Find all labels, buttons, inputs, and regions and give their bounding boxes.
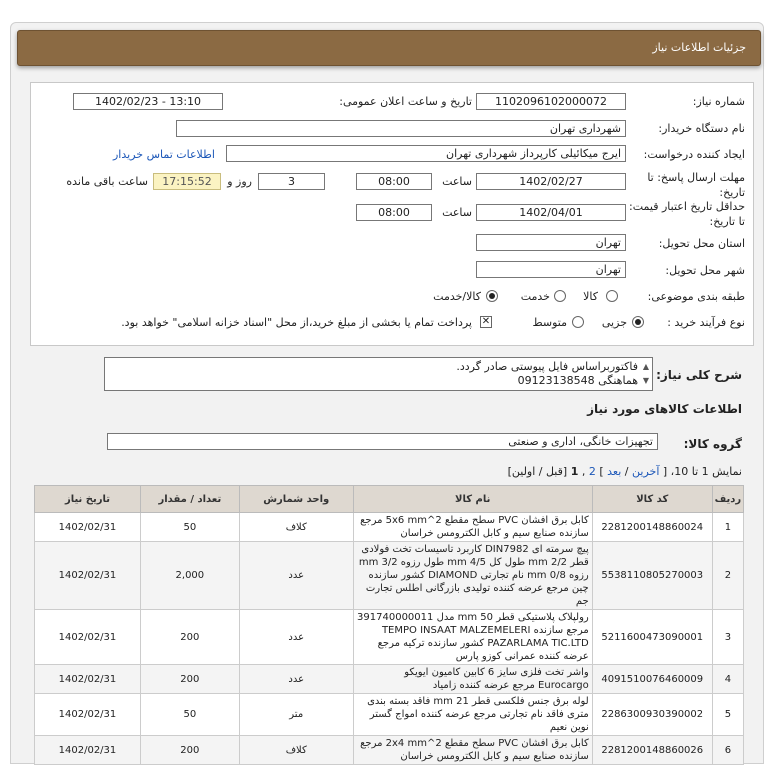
cell-name: کابل برق افشان PVC سطح مقطع 2^2x4 mm مرجع سازنده صنایع سیم و کابل الکترومس خراسان bbox=[353, 736, 592, 765]
cell-qty: 200 bbox=[140, 610, 239, 665]
cell-unit: عدد bbox=[239, 665, 353, 694]
title-bar bbox=[17, 30, 761, 66]
cell-name: واشر تخت فلزی سایز 6 کابین کامیون ایویکو Eurocargo مرجع عرضه کننده زامیاد bbox=[353, 665, 592, 694]
province-field[interactable]: تهران bbox=[476, 234, 626, 251]
process-label: نوع فرآیند خرید : bbox=[667, 316, 745, 329]
pager-prefix: نمایش 1 تا 10، [ bbox=[662, 465, 742, 478]
cell-idx: 1 bbox=[712, 513, 743, 542]
col-date: تاریخ نیاز bbox=[35, 486, 141, 513]
remaining-label: ساعت باقی مانده bbox=[66, 175, 148, 188]
table-row[interactable] bbox=[35, 736, 744, 765]
treasury-checkbox[interactable]: ✕ bbox=[481, 316, 491, 327]
validity-time-label: ساعت bbox=[442, 206, 472, 219]
category-option-goods-service: کالا/خدمت bbox=[433, 290, 481, 303]
table-row[interactable] bbox=[35, 610, 744, 665]
buyer-field[interactable]: شهرداری تهران bbox=[176, 120, 626, 137]
cell-code: 5211600473090001 bbox=[592, 610, 712, 665]
cell-date: 1402/02/31 bbox=[35, 513, 141, 542]
validity-date-field[interactable]: 1402/04/01 bbox=[476, 204, 626, 221]
category-radio-service[interactable] bbox=[554, 290, 566, 302]
cell-idx: 5 bbox=[712, 694, 743, 736]
remaining-time: 17:15:52 bbox=[153, 173, 221, 190]
table-header-row bbox=[35, 486, 744, 513]
province-label: استان محل تحویل: bbox=[658, 237, 745, 250]
buyer-label: نام دستگاه خریدار: bbox=[658, 122, 745, 135]
cell-name: کابل برق افشان PVC سطح مقطع 2^5x6 mm مرجع سازنده صنایع سیم و کابل الکترومس خراسان bbox=[353, 513, 592, 542]
cell-unit: کلاف bbox=[239, 736, 353, 765]
announce-label: تاریخ و ساعت اعلان عمومی: bbox=[339, 95, 472, 108]
description-line-1: فاکتوربراساس فایل پیوستی صادر گردد. bbox=[456, 360, 638, 373]
cell-qty: 2,000 bbox=[140, 542, 239, 610]
cell-idx: 4 bbox=[712, 665, 743, 694]
cell-idx: 6 bbox=[712, 736, 743, 765]
creator-field[interactable]: ایرج میکائیلی کارپرداز شهرداری تهران bbox=[226, 145, 626, 162]
cell-date: 1402/02/31 bbox=[35, 694, 141, 736]
col-row-number: ردیف bbox=[712, 486, 743, 513]
cell-code: 5538110805270003 bbox=[592, 542, 712, 610]
cell-qty: 50 bbox=[140, 513, 239, 542]
cell-name: پیچ سرمته ای DIN7982 کاربرد تاسیسات تخت فولادی قطر 2/2 mm طول کل 4/5 mm طول رزوه 3/2 mm رزوه 0/8 mm نام تجارتی DIAMOND کشور سازنده چین مرجع عرضه کننده تولیدی بازرگانی اطلس تجارت جم bbox=[353, 542, 592, 610]
cell-qty: 200 bbox=[140, 665, 239, 694]
cell-date: 1402/02/31 bbox=[35, 736, 141, 765]
goods-table bbox=[34, 485, 744, 765]
cell-date: 1402/02/31 bbox=[35, 610, 141, 665]
cell-date: 1402/02/31 bbox=[35, 665, 141, 694]
contact-buyer-link[interactable]: اطلاعات تماس خریدار bbox=[113, 148, 215, 161]
col-code: کد کالا bbox=[592, 486, 712, 513]
cell-idx: 2 bbox=[712, 542, 743, 610]
col-unit: واحد شمارش bbox=[239, 486, 353, 513]
days-field[interactable]: 3 bbox=[258, 173, 325, 190]
cell-code: 2281200148860024 bbox=[592, 513, 712, 542]
category-option-service: خدمت bbox=[520, 290, 550, 303]
category-label: طبقه بندی موضوعی: bbox=[647, 290, 745, 303]
pager: نمایش 1 تا 10، [ آخرین / بعد ] 2 , 1 [قبل / اولین] bbox=[507, 465, 742, 478]
cell-idx: 3 bbox=[712, 610, 743, 665]
table-row[interactable] bbox=[35, 542, 744, 610]
cell-date: 1402/02/31 bbox=[35, 542, 141, 610]
process-radio-minor[interactable] bbox=[632, 316, 644, 328]
pager-page-2[interactable]: 2 bbox=[588, 465, 596, 478]
cell-unit: عدد bbox=[239, 610, 353, 665]
pager-next-link[interactable]: بعد bbox=[607, 465, 622, 478]
page-title: جزئیات اطلاعات نیاز bbox=[652, 41, 746, 54]
category-option-goods: کالا bbox=[583, 290, 598, 303]
deadline-label: مهلت ارسال پاسخ: تا تاریخ: bbox=[647, 171, 745, 199]
need-number-label: شماره نیاز: bbox=[692, 95, 745, 108]
cell-name: رولپلاک پلاستیکی قطر 50 mm مدل 391740000011 مرجع سازنده TEMPO INSAAT MALZEMELERI PAZARLAMA TIC.LTD کشور سازنده ترکیه مرجع عرضه کننده عمرانی کوزو پارس bbox=[353, 610, 592, 665]
payment-note: پرداخت تمام یا بخشی از مبلغ خرید،از محل "اسناد خزانه اسلامی" خواهد بود. bbox=[121, 316, 472, 329]
deadline-time-field[interactable]: 08:00 bbox=[356, 173, 432, 190]
table-row[interactable] bbox=[35, 513, 744, 542]
goods-group-label: گروه کالا: bbox=[683, 437, 742, 451]
cell-code: 2281200148860026 bbox=[592, 736, 712, 765]
need-number-field[interactable]: 1102096102000072 bbox=[476, 93, 626, 110]
process-radio-medium[interactable] bbox=[572, 316, 584, 328]
table-row[interactable] bbox=[35, 665, 744, 694]
pager-suffix: [قبل / اولین] bbox=[507, 465, 568, 478]
deadline-date-field[interactable]: 1402/02/27 bbox=[476, 173, 626, 190]
description-field[interactable] bbox=[104, 357, 653, 391]
announce-field[interactable]: 1402/02/23 - 13:10 bbox=[73, 93, 223, 110]
validity-time-field[interactable]: 08:00 bbox=[356, 204, 432, 221]
cell-code: 2286300930390002 bbox=[592, 694, 712, 736]
cell-name: لوله برق جنس فلکسی قطر 21 mm فاقد بسته بندی متری فاقد نام تجارتی مرجع عرضه کننده امواج گستر نوین نعیم bbox=[353, 694, 592, 736]
category-radio-goods-service[interactable] bbox=[486, 290, 498, 302]
process-option-medium: متوسط bbox=[532, 316, 567, 329]
table-row[interactable] bbox=[35, 694, 744, 736]
deadline-time-label: ساعت bbox=[442, 175, 472, 188]
goods-group-field[interactable]: تجهیزات خانگی، اداری و صنعتی bbox=[107, 433, 658, 450]
pager-last-link[interactable]: آخرین bbox=[632, 465, 660, 478]
city-label: شهر محل تحویل: bbox=[665, 264, 745, 277]
cell-qty: 200 bbox=[140, 736, 239, 765]
col-name: نام کالا bbox=[353, 486, 592, 513]
cell-unit: کلاف bbox=[239, 513, 353, 542]
description-line-2: هماهنگی 09123138548 bbox=[517, 374, 638, 387]
cell-unit: عدد bbox=[239, 542, 353, 610]
pager-page-1: 1 bbox=[570, 465, 579, 478]
days-label: روز و bbox=[227, 175, 252, 188]
cell-unit: متر bbox=[239, 694, 353, 736]
cell-code: 4091510076460009 bbox=[592, 665, 712, 694]
process-option-minor: جزیی bbox=[601, 316, 627, 329]
scroll-arrows-icon[interactable]: ▲ ▼ bbox=[642, 362, 649, 385]
cell-qty: 50 bbox=[140, 694, 239, 736]
validity-label: حداقل تاریخ اعتبار قیمت: تا تاریخ: bbox=[629, 200, 745, 228]
creator-label: ایجاد کننده درخواست: bbox=[643, 148, 745, 161]
city-field[interactable]: تهران bbox=[476, 261, 626, 278]
description-label: شرح کلی نیاز: bbox=[656, 368, 742, 382]
goods-section-title: اطلاعات کالاهای مورد نیاز bbox=[587, 402, 742, 416]
col-quantity: تعداد / مقدار bbox=[140, 486, 239, 513]
category-radio-goods[interactable] bbox=[606, 290, 618, 302]
